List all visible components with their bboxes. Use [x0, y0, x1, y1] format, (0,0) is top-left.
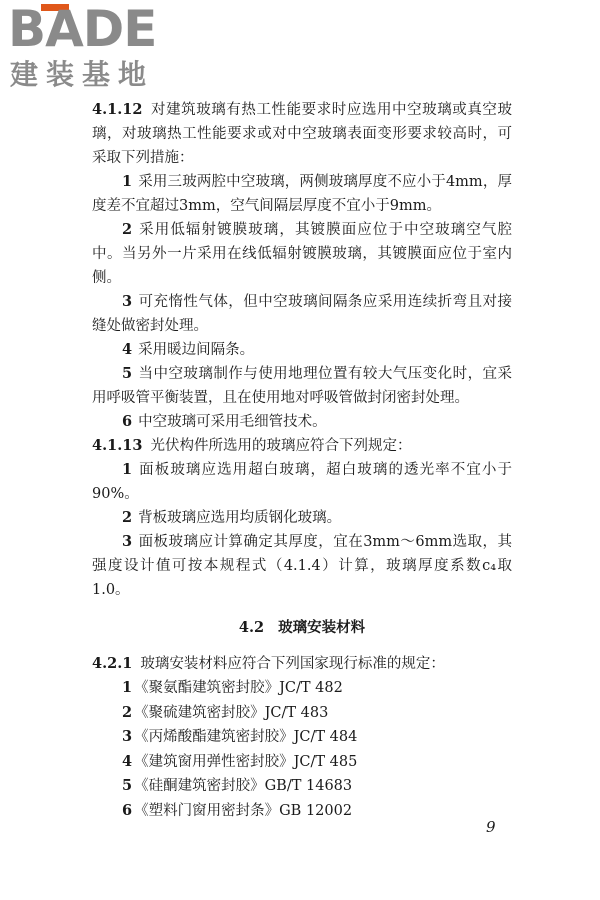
- item-text: 采用三玻两腔中空玻璃，两侧玻璃厚度不应小于4mm，厚度差不宜超过3mm，空气间隔层厚度不宜小于9mm。: [92, 174, 512, 214]
- item-number: 3: [122, 533, 133, 550]
- clause-4-1-12-intro: [92, 98, 512, 170]
- list-item: [92, 290, 512, 338]
- item-number: 4: [122, 341, 133, 358]
- bade-logo: [8, 0, 188, 100]
- item-text: 采用暖边间隔条。: [138, 342, 255, 358]
- item-text: 《塑料门窗用密封条》GB 12002: [134, 802, 353, 819]
- list-item: [92, 218, 512, 290]
- section-number: 4.2: [238, 619, 265, 636]
- item-text: 面板玻璃应计算确定其厚度，宜在3mm～6mm选取，其强度设计值可按本规程式（4.1.4）计算，玻璃厚度系数c₄取1.0。: [92, 534, 512, 598]
- item-text: 《丙烯酸酯建筑密封胶》JC/T 484: [134, 729, 358, 745]
- item-text: 面板玻璃应选用超白玻璃，超白玻璃的透光率不宜小于90%。: [92, 462, 512, 502]
- item-text: 采用低辐射镀膜玻璃，其镀膜面应位于中空玻璃空气腔中。当另外一片采用在线低辐射镀膜玻璃，其镀膜面应位于室内侧。: [92, 222, 512, 286]
- page-number: 9: [486, 818, 496, 836]
- list-item: [92, 530, 512, 602]
- item-number: 5: [122, 365, 133, 382]
- standard-item: [122, 701, 512, 726]
- clause-number: 4.1.13: [92, 437, 143, 454]
- item-text: 《硅酮建筑密封胶》GB/T 14683: [134, 778, 353, 794]
- standard-item: [122, 774, 512, 799]
- page-body: [92, 98, 512, 823]
- logo-text-en: BADE: [8, 0, 157, 58]
- item-number: 1: [122, 679, 133, 696]
- section-title: 玻璃安装材料: [278, 619, 366, 636]
- item-number: 2: [122, 703, 133, 721]
- clause-number: 4.2.1: [92, 655, 133, 672]
- item-text: 可充惰性气体，但中空玻璃间隔条应采用连续折弯且对接缝处做密封处理。: [92, 294, 512, 334]
- standard-item: [122, 676, 512, 701]
- item-text: 《聚硫建筑密封胶》JC/T 483: [134, 704, 329, 721]
- item-number: 1: [122, 461, 133, 478]
- item-number: 2: [122, 509, 133, 526]
- list-item: [92, 458, 512, 506]
- standard-item: [122, 750, 512, 775]
- clause-text: 光伏构件所选用的玻璃应符合下列规定：: [150, 438, 412, 454]
- list-item: [92, 338, 512, 362]
- clause-number: 4.1.12: [92, 101, 143, 118]
- item-number: 3: [122, 728, 133, 745]
- clause-text: 对建筑玻璃有热工性能要求时应选用中空玻璃或真空玻璃，对玻璃热工性能要求或对中空玻璃表面变形要求较高时，可采取下列措施：: [92, 102, 512, 166]
- list-item: [92, 410, 512, 434]
- logo-text-cn: 建装基地: [10, 58, 155, 91]
- item-number: 1: [122, 173, 133, 190]
- list-item: [92, 506, 512, 530]
- item-number: 3: [122, 293, 133, 310]
- section-heading: [92, 616, 512, 640]
- item-number: 6: [122, 801, 133, 819]
- item-text: 中空玻璃可采用毛细管技术。: [138, 414, 327, 430]
- item-number: 2: [122, 221, 133, 238]
- item-number: 5: [122, 777, 133, 794]
- item-number: 4: [122, 752, 133, 770]
- item-text: 当中空玻璃制作与使用地理位置有较大气压变化时，宜采用呼吸管平衡装置，且在使用地对呼吸管做封闭密封处理。: [92, 366, 512, 406]
- standard-item: [122, 725, 512, 750]
- item-text: 《聚氨酯建筑密封胶》JC/T 482: [134, 680, 343, 696]
- item-number: 6: [122, 413, 133, 430]
- item-text: 《建筑窗用弹性密封胶》JC/T 485: [134, 753, 358, 770]
- clause-4-1-13-intro: [92, 434, 512, 458]
- item-text: 背板玻璃应选用均质钢化玻璃。: [138, 510, 342, 526]
- list-item: [92, 362, 512, 410]
- list-item: [92, 170, 512, 218]
- standard-item: [122, 799, 512, 824]
- clause-4-2-1-intro: [92, 652, 512, 676]
- clause-text: 玻璃安装材料应符合下列国家现行标准的规定：: [140, 656, 445, 672]
